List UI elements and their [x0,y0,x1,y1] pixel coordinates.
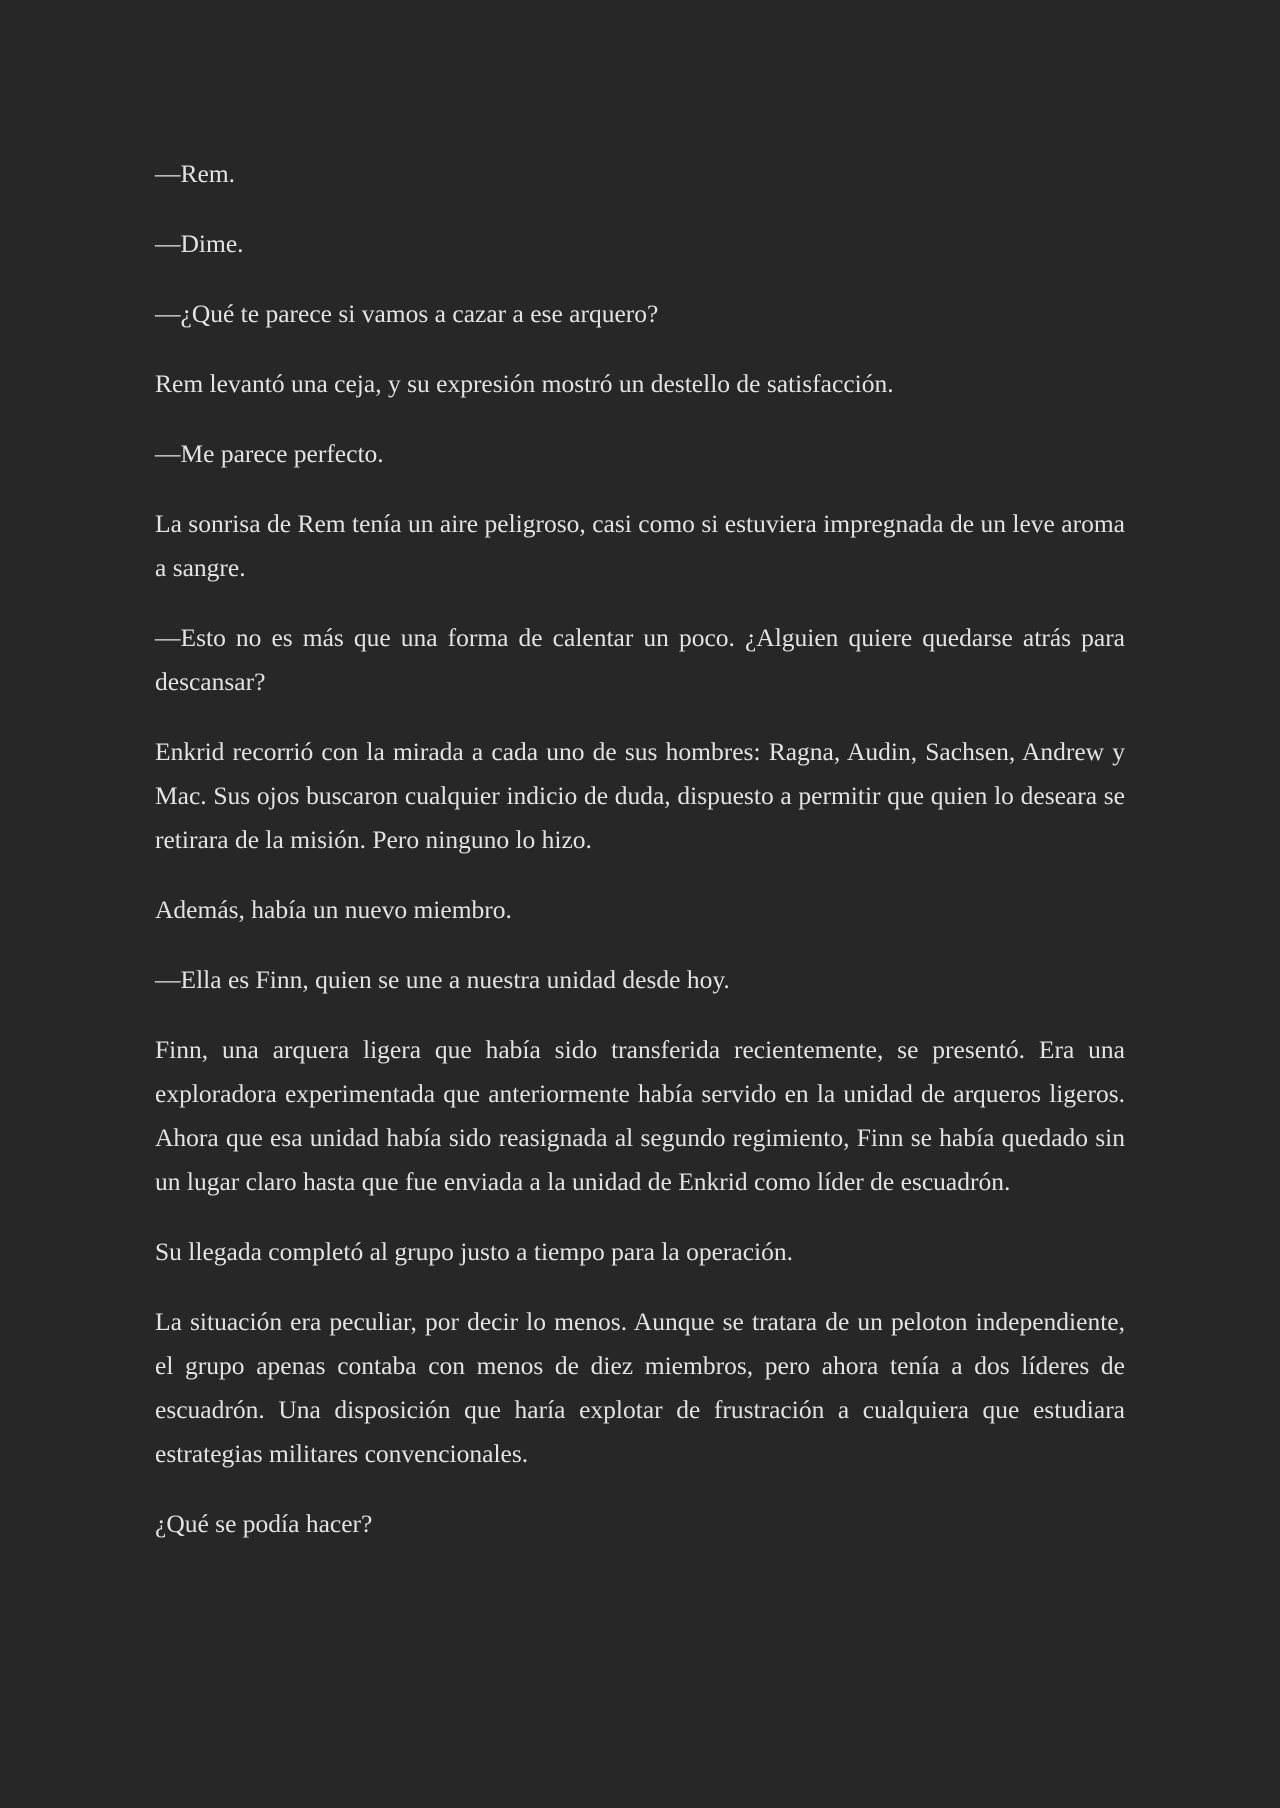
paragraph-13: La situación era peculiar, por decir lo menos. Aunque se tratara de un peloton independiente, el grupo apenas contaba con menos de diez miembros, pero ahora tenía a dos líderes de escuadrón. Una disposición que haría explotar de frustración a cualquiera que estudiara estrategias militares convencionales. [155,1307,1125,1468]
paragraph-11: Finn, una arquera ligera que había sido transferida recientemente, se presentó. Era una exploradora experimentada que anteriormente había servido en la unidad de arqueros ligeros. Ahora que esa unidad había sido reasignada al segundo regimiento, Finn se había quedado sin un lugar claro hasta que fue enviada a la unidad de Enkrid como líder de escuadrón. [155,1035,1125,1196]
paragraph-1: —Rem. [155,159,236,188]
paragraph-12: Su llegada completó al grupo justo a tiempo para la operación. [155,1237,794,1266]
paragraph-2: —Dime. [155,229,244,258]
paragraph-5: —Me parece perfecto. [155,439,384,468]
paragraph-4: Rem levantó una ceja, y su expresión mostró un destello de satisfacción. [155,369,894,398]
paragraph-14: ¿Qué se podía hacer? [155,1509,373,1538]
paragraph-6: La sonrisa de Rem tenía un aire peligroso, casi como si estuviera impregnada de un leve aroma a sangre. [155,509,1125,582]
paragraph-10: —Ella es Finn, quien se une a nuestra unidad desde hoy. [155,965,730,994]
paragraph-3: —¿Qué te parece si vamos a cazar a ese arquero? [155,299,659,328]
paragraph-7: —Esto no es más que una forma de calentar un poco. ¿Alguien quiere quedarse atrás para descansar? [155,623,1125,696]
paragraph-8: Enkrid recorrió con la mirada a cada uno de sus hombres: Ragna, Audin, Sachsen, Andrew y Mac. Sus ojos buscaron cualquier indicio de duda, dispuesto a permitir que quien lo deseara se retirara de la misión. Pero ninguno lo hizo. [155,737,1125,854]
chapter-text [155,152,1125,1546]
paragraph-9: Además, había un nuevo miembro. [155,895,512,924]
